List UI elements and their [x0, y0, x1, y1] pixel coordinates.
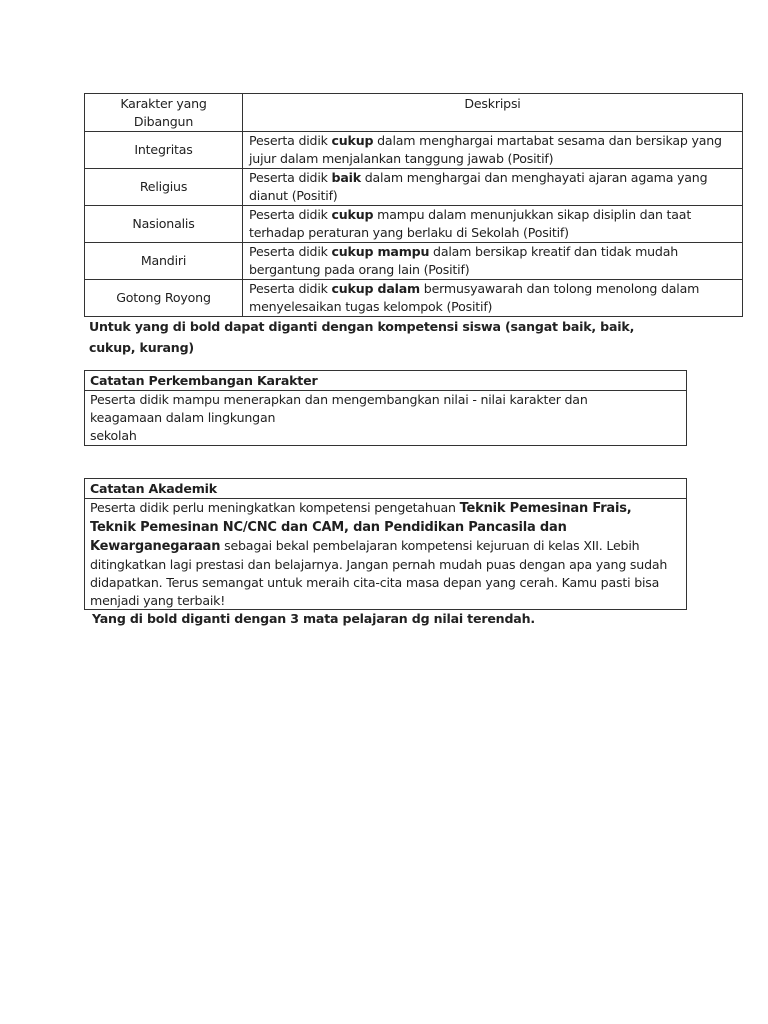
karakter-notes-line: Peserta didik mampu menerapkan dan mengembangkan nilai - nilai karakter dan	[90, 392, 588, 407]
bold-replacement-note: Untuk yang di bold dapat diganti dengan kompetensi siswa (sangat baik, baik, cukup, kurang)	[89, 319, 635, 355]
table-row	[85, 280, 743, 317]
karakter-description: Peserta didik cukup mampu dalam bersikap kreatif dan tidak mudah bergantung pada orang lain (Positif)	[243, 243, 743, 280]
karakter-name: Integritas	[85, 132, 243, 169]
akademik-subjects: Teknik Pemesinan Frais, Teknik Pemesinan NC/CNC dan CAM, dan Pendidikan Pancasila dan Kewarganegaraan	[90, 501, 632, 554]
karakter-name: Mandiri	[85, 243, 243, 280]
karakter-notes-body	[85, 391, 686, 445]
karakter-description: Peserta didik cukup mampu dalam menunjukkan sikap disiplin dan taat terhadap peraturan yang berlaku di Sekolah (Positif)	[243, 206, 743, 243]
akademik-notes-box	[84, 478, 687, 610]
karakter-notes-line: keagamaan dalam lingkungan	[90, 410, 276, 425]
karakter-name: Religius	[85, 169, 243, 206]
table-row	[85, 132, 743, 169]
header-karakter: Karakter yang Dibangun	[85, 94, 243, 132]
header-deskripsi: Deskripsi	[243, 94, 743, 132]
table-row	[85, 169, 743, 206]
akademik-notes-body: Peserta didik perlu meningkatkan kompetensi pengetahuan Teknik Pemesinan Frais, Teknik Pemesinan NC/CNC dan CAM, dan Pendidikan Pancasila dan Kewarganegaraan sebagai bekal pembelajaran kompetensi kejuruan di kelas XII. Lebih ditingkatkan lagi prestasi dan belajarnya. Jangan pernah mudah puas dengan apa yang sudah didapatkan. Terus semangat untuk meraih cita-cita masa depan yang cerah. Kamu pasti bisa menjadi yang terbaik!	[90, 500, 668, 608]
subject-replacement-note: Yang di bold diganti dengan 3 mata pelajaran dg nilai terendah.	[92, 611, 535, 626]
karakter-description: Peserta didik cukup dalam menghargai martabat sesama dan bersikap yang jujur dalam menjalankan tanggung jawab (Positif)	[243, 132, 743, 169]
karakter-name: Gotong Royong	[85, 280, 243, 317]
karakter-notes-box	[84, 370, 687, 446]
karakter-description: Peserta didik baik dalam menghargai dan menghayati ajaran agama yang dianut (Positif)	[243, 169, 743, 206]
karakter-name: Nasionalis	[85, 206, 243, 243]
table-row	[85, 206, 743, 243]
character-table	[84, 93, 743, 317]
akademik-notes-title: Catatan Akademik	[85, 479, 686, 499]
table-row	[85, 243, 743, 280]
karakter-description: Peserta didik cukup dalam bermusyawarah dan tolong menolong dalam menyelesaikan tugas kelompok (Positif)	[243, 280, 743, 317]
table-header-row	[85, 94, 743, 132]
karakter-notes-title: Catatan Perkembangan Karakter	[85, 371, 686, 391]
karakter-notes-line: sekolah	[90, 428, 137, 443]
